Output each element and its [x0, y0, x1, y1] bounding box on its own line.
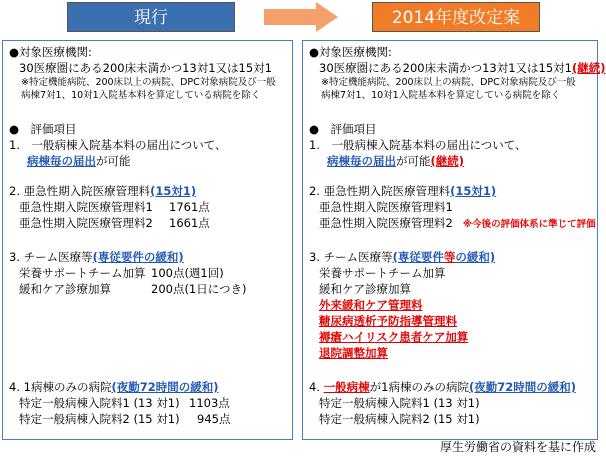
item-2-tag: (15対1): [450, 184, 497, 198]
target-label: ●対象医療機関:: [9, 45, 92, 59]
evaluation-section: [9, 121, 290, 169]
item-3-title-text: 3. チーム医療等: [9, 250, 93, 264]
item-1-detail: [309, 153, 595, 169]
item-4-row-1: 特定一般病棟入院料1 (13 対1): [319, 396, 480, 410]
item-3-new-4: 退院調整加算: [319, 346, 388, 360]
continued-flag: (継続): [571, 61, 606, 75]
item-2-tag: (15対1): [150, 184, 197, 198]
row-value: 200点(1日につき): [151, 282, 247, 296]
item-2-row-2: [9, 215, 290, 231]
item-3-section: [309, 249, 595, 361]
item-3-row-2: 緩和ケア診療加算: [319, 282, 411, 296]
row-value: 100点(週1回): [151, 266, 224, 280]
target-label: ●対象医療機関:: [309, 45, 392, 59]
row-name: 栄養サポートチーム加算: [19, 266, 146, 280]
source-footer: 厚生労働省の資料を基に作成: [439, 440, 596, 454]
item-4-tag: (夜勤72時間の緩和): [468, 380, 576, 394]
row-name: 特定一般病棟入院料1 (13 対1): [19, 396, 180, 410]
current-panel: [2, 40, 293, 440]
item-2-title-text: 2. 亜急性期入院医療管理料: [309, 184, 451, 198]
item-4-section: [309, 379, 595, 427]
target-note-1: ※特定機能病院、200床以上の病院、DPC対象病院及び一般: [321, 77, 576, 88]
row-name: 亜急性期入院医療管理料2: [19, 216, 153, 230]
item-2-title: [309, 183, 595, 199]
item-3-row-1: [9, 265, 290, 281]
item-3-title-text: 3. チーム医療等: [309, 250, 393, 264]
row-value: 1103点: [189, 396, 230, 410]
proposal-header: 2014年度改定案: [372, 2, 540, 32]
ward-filing-link: 病棟毎の届出: [27, 154, 96, 168]
target-note-1: ※特定機能病院、200床以上の病院、DPC対象病院及び一般: [21, 77, 276, 88]
item-3-title: [9, 249, 290, 265]
item-2-section: [309, 183, 595, 233]
item-2-row-2: [309, 215, 595, 233]
target-section: [309, 44, 606, 102]
item-1-line: 1. 一般病棟入院基本料の届出について、: [309, 138, 527, 152]
item-3-row-2: [9, 281, 290, 297]
item-1-suffix: が可能: [396, 154, 431, 168]
ward-filing-link: 病棟毎の届出: [327, 154, 396, 168]
item-3-tag-c: の緩和): [455, 250, 496, 264]
item-2-row-1: 亜急性期入院医療管理料1: [319, 200, 453, 214]
item-3-section: [9, 249, 290, 297]
right-arrow-icon: [264, 2, 338, 32]
item-3-row-1: 栄養サポートチーム加算: [319, 266, 446, 280]
row-name: 亜急性期入院医療管理料2: [319, 216, 453, 230]
item-4-row-2: [9, 411, 290, 427]
proposal-panel: [302, 40, 606, 440]
evaluation-section: [309, 121, 595, 169]
evaluation-label: ● 評価項目: [309, 122, 377, 136]
evaluation-note: ※今後の評価体系に準じて評価: [462, 219, 596, 230]
item-4-section: [9, 379, 290, 427]
continued-flag: (継続): [430, 154, 465, 168]
row-value: 1761点: [169, 200, 210, 214]
target-note-2: 病棟7対1、10対1入院基本料を算定している病院を除く: [21, 90, 261, 101]
item-4-general-ward: 一般病棟: [323, 380, 370, 394]
item-4-prefix: 4.: [309, 380, 320, 394]
target-description-text: 30医療圏にある200床未満かつ13対1又は15対1: [319, 61, 572, 75]
evaluation-label: ● 評価項目: [9, 122, 77, 136]
item-4-title-text: が1病棟のみの病院: [369, 380, 469, 394]
item-1-line: 1. 一般病棟入院基本料の届出について、: [9, 138, 227, 152]
item-3-tag-b: 等: [443, 250, 456, 264]
row-name: 特定一般病棟入院料2 (15 対1): [19, 412, 180, 426]
item-4-title: [9, 379, 290, 395]
target-note-2: 病棟7対1、10対1入院基本料を算定している病院を除く: [321, 90, 561, 101]
target-description: [309, 60, 606, 76]
item-2-row-1: [9, 199, 290, 215]
item-1-suffix: が可能: [96, 154, 131, 168]
item-3-tag: (専従要件の緩和): [92, 250, 184, 264]
row-value: 1661点: [169, 216, 210, 230]
item-3-new-3: 褥瘡ハイリスク患者ケア加算: [319, 330, 469, 344]
item-2-section: [9, 183, 290, 231]
item-4-row-1: [9, 395, 290, 411]
item-2-title: [9, 183, 290, 199]
item-3-title: [309, 249, 595, 265]
target-section: [9, 44, 290, 102]
item-2-title-text: 2. 亜急性期入院医療管理料: [9, 184, 151, 198]
item-4-tag: (夜勤72時間の緩和): [111, 380, 219, 394]
target-description: 30医療圏にある200床未満かつ13対1又は15対1: [19, 61, 272, 75]
item-4-title: [309, 379, 595, 395]
item-3-new-2: 糖尿病透析予防指導管理料: [319, 314, 457, 328]
item-4-title-text: 4. 1病棟のみの病院: [9, 380, 112, 394]
row-value: 945点: [197, 412, 231, 426]
item-1-detail: [9, 153, 290, 169]
item-4-row-2: 特定一般病棟入院料2 (15 対1): [319, 412, 480, 426]
item-3-tag-a: (専従要件: [392, 250, 444, 264]
current-header: 現行: [67, 2, 235, 32]
row-name: 緩和ケア診療加算: [19, 282, 111, 296]
row-name: 亜急性期入院医療管理料1: [19, 200, 153, 214]
item-3-new-1: 外来緩和ケア管理料: [319, 298, 423, 312]
